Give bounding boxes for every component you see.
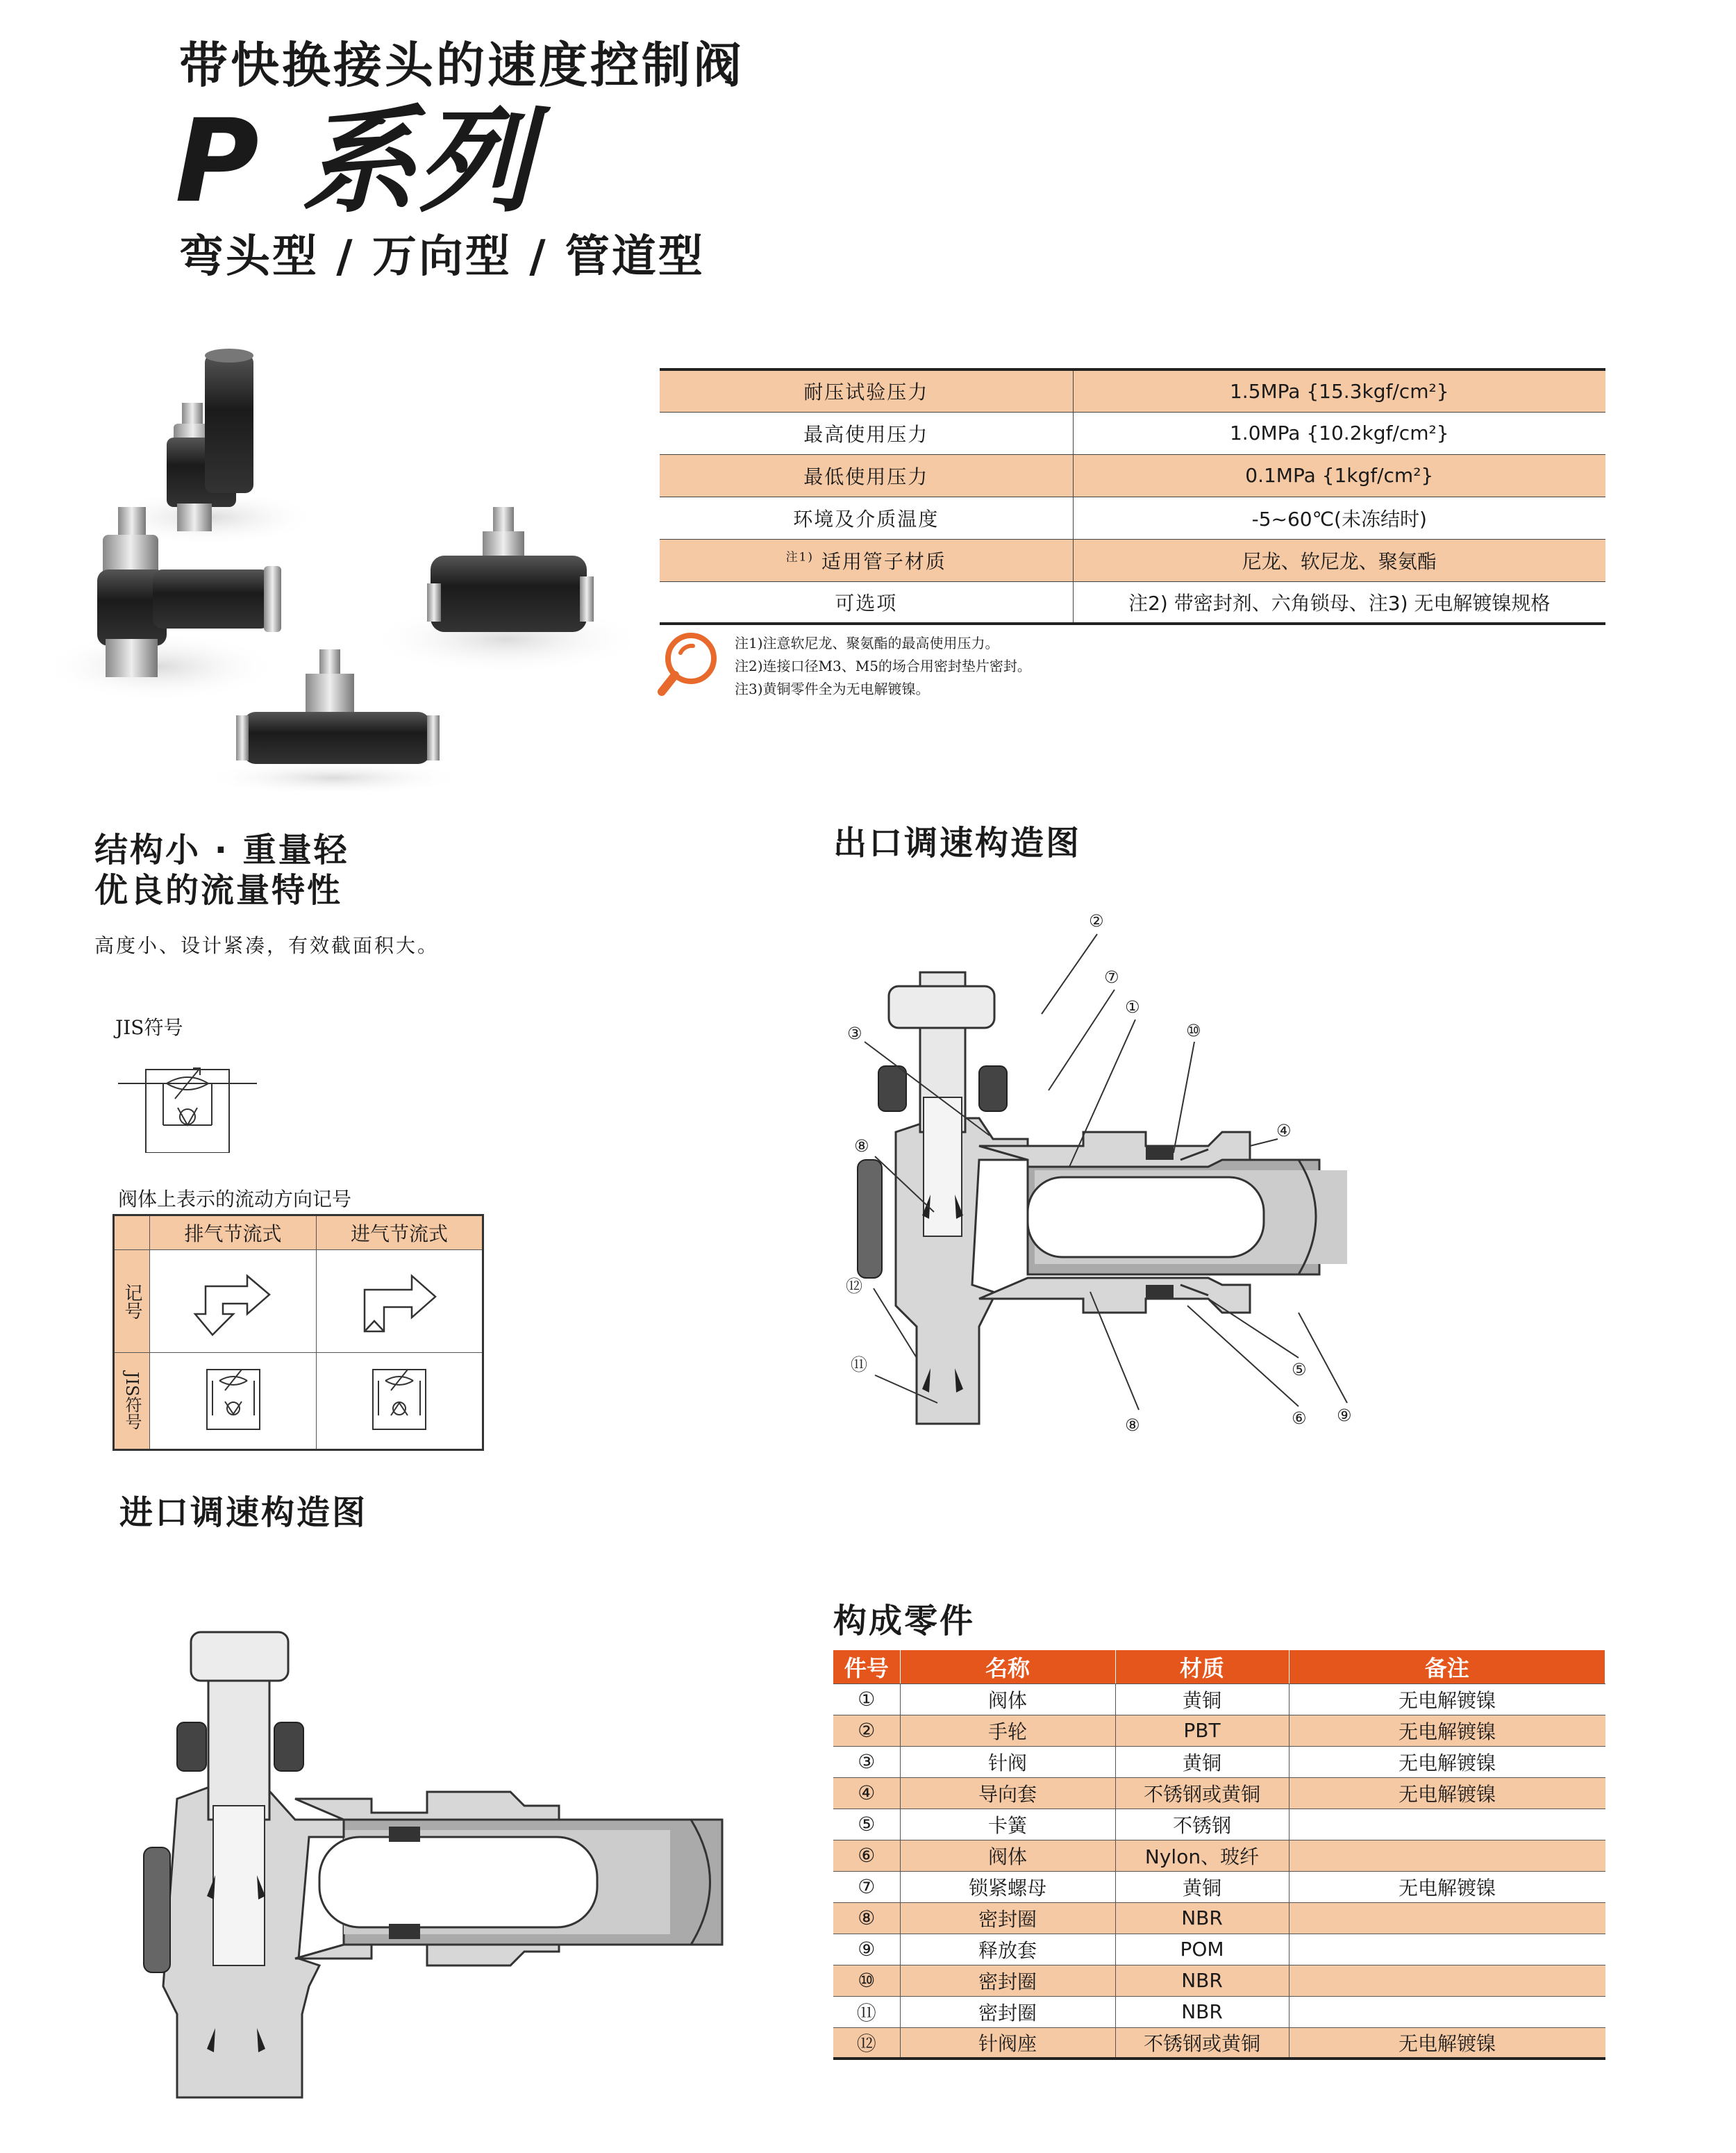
features-heading	[94, 831, 349, 911]
inlet-diagram-title: 进口调速构造图	[119, 1493, 368, 1532]
cell: ⑩	[833, 1965, 900, 1996]
features-description: 高度小、设计紧凑，有效截面积大。	[94, 934, 440, 957]
parts-col-name: 名称	[900, 1650, 1115, 1684]
spec-row	[660, 539, 1605, 581]
callout-5: ⑤	[1292, 1360, 1307, 1379]
note-2: 注2)连接口径M3、M5的场合用密封垫片密封。	[735, 658, 1031, 674]
parts-col-remark: 备注	[1289, 1650, 1605, 1684]
table-row	[833, 1902, 1605, 1934]
table-row	[833, 1840, 1605, 1871]
cell	[1289, 1965, 1605, 1996]
spec-label: 适用管子材质	[821, 549, 946, 573]
flow-row-jis-label: JIS符号	[122, 1372, 142, 1430]
cell: 不锈钢或黄铜	[1115, 1777, 1289, 1809]
spec-label: 最低使用压力	[660, 454, 1073, 497]
cell: 无电解镀镍	[1289, 1777, 1605, 1809]
magnifier-icon	[656, 631, 719, 700]
cell: ⑤	[833, 1809, 900, 1840]
flow-row-jis	[114, 1353, 150, 1450]
spec-value: 1.5MPa {15.3kgf/cm²}	[1073, 369, 1605, 412]
spec-label: 耐压试验压力	[660, 369, 1073, 412]
cell: 卡簧	[900, 1809, 1115, 1840]
table-row	[833, 1777, 1605, 1809]
callout-6: ⑥	[1292, 1408, 1307, 1428]
cell: ⑫	[833, 2027, 900, 2059]
flow-jis-exhaust	[150, 1353, 317, 1450]
product-photos	[28, 333, 653, 792]
cell: 无电解镀镍	[1289, 2027, 1605, 2059]
flow-corner	[114, 1215, 150, 1250]
table-row	[833, 1684, 1605, 1715]
arrow-down-right-icon	[192, 1258, 275, 1342]
throttle-valve-symbol	[358, 1361, 441, 1438]
spec-value: 尼龙、软尼龙、聚氨酯	[1073, 539, 1605, 581]
cell	[1289, 1934, 1605, 1965]
series-title: P 系列	[175, 94, 534, 228]
flow-row-mark: 记号	[114, 1250, 150, 1353]
table-row	[833, 1996, 1605, 2027]
flow-caption: 阀体上表示的流动方向记号	[118, 1188, 352, 1211]
cell: ⑨	[833, 1934, 900, 1965]
callout-3: ③	[847, 1024, 862, 1043]
spec-row	[660, 369, 1605, 412]
features-heading-line2: 优良的流量特性	[94, 870, 343, 910]
table-row	[833, 1746, 1605, 1777]
features-heading-line1: 结构小 · 重量轻	[94, 831, 349, 870]
flow-mark-intake	[317, 1250, 483, 1353]
parts-col-no: 件号	[833, 1650, 900, 1684]
throttle-valve-symbol	[192, 1361, 275, 1438]
cell: ⑥	[833, 1840, 900, 1871]
cell: 释放套	[900, 1934, 1115, 1965]
spec-value: 0.1MPa {1kgf/cm²}	[1073, 454, 1605, 497]
cell: ④	[833, 1777, 900, 1809]
flow-direction-table	[112, 1214, 484, 1451]
cell: 导向套	[900, 1777, 1115, 1809]
throttle-valve-symbol	[118, 1056, 257, 1153]
parts-header	[833, 1650, 1605, 1684]
flow-mark-exhaust	[150, 1250, 317, 1353]
cell: 无电解镀镍	[1289, 1871, 1605, 1902]
callout-8b: ⑧	[1125, 1415, 1140, 1435]
table-row	[833, 1715, 1605, 1746]
outlet-diagram-title: 出口调速构造图	[833, 824, 1082, 863]
spec-label: 可选项	[660, 581, 1073, 624]
flow-jis-intake	[317, 1353, 483, 1450]
cell: 黄铜	[1115, 1871, 1289, 1902]
table-row	[833, 1809, 1605, 1840]
arrow-up-right-icon	[358, 1258, 441, 1342]
callout-7: ⑦	[1104, 967, 1119, 987]
cell: 不锈钢或黄铜	[1115, 2027, 1289, 2059]
cell: ①	[833, 1684, 900, 1715]
cell	[1289, 1902, 1605, 1934]
outlet-diagram	[819, 896, 1514, 1452]
callout-10: ⑩	[1186, 1021, 1201, 1040]
spec-row	[660, 497, 1605, 539]
cell: NBR	[1115, 1996, 1289, 2027]
cell: 密封圈	[900, 1965, 1115, 1996]
cell: 锁紧螺母	[900, 1871, 1115, 1902]
parts-title: 构成零件	[833, 1602, 976, 1640]
cell	[1289, 1809, 1605, 1840]
spec-label: 最高使用压力	[660, 412, 1073, 454]
cell: 无电解镀镍	[1289, 1715, 1605, 1746]
inlet-diagram	[135, 1597, 760, 2111]
table-row	[833, 2027, 1605, 2059]
spec-row	[660, 412, 1605, 454]
cell: NBR	[1115, 1902, 1289, 1934]
spec-table	[660, 368, 1605, 625]
callout-8a: ⑧	[854, 1136, 869, 1156]
callout-11: ⑪	[851, 1355, 867, 1374]
table-row	[833, 1934, 1605, 1965]
cell: 无电解镀镍	[1289, 1684, 1605, 1715]
spec-value: 注2) 带密封剂、六角锁母、注3) 无电解镀镍规格	[1073, 581, 1605, 624]
cell: POM	[1115, 1934, 1289, 1965]
cell: 手轮	[900, 1715, 1115, 1746]
callout-4: ④	[1276, 1121, 1292, 1140]
callout-2: ②	[1089, 911, 1104, 931]
spec-value: 1.0MPa {10.2kgf/cm²}	[1073, 412, 1605, 454]
cell: Nylon、玻纤	[1115, 1840, 1289, 1871]
spec-note-mark: 注1)	[785, 550, 815, 565]
cell: 密封圈	[900, 1902, 1115, 1934]
cell: ②	[833, 1715, 900, 1746]
spec-value: -5~60℃(未冻结时)	[1073, 497, 1605, 539]
callout-12: ⑫	[846, 1277, 862, 1296]
cell: 黄铜	[1115, 1684, 1289, 1715]
cell: 针阀座	[900, 2027, 1115, 2059]
parts-table	[833, 1650, 1605, 2060]
table-row	[833, 1965, 1605, 1996]
spec-row	[660, 454, 1605, 497]
flow-col-intake: 进气节流式	[317, 1215, 483, 1250]
cell: 阀体	[900, 1684, 1115, 1715]
callout-9: ⑨	[1337, 1406, 1352, 1425]
cell: 黄铜	[1115, 1746, 1289, 1777]
callout-1: ①	[1125, 997, 1140, 1017]
spec-row	[660, 581, 1605, 624]
cell: ⑪	[833, 1996, 900, 2027]
spec-label-cell	[660, 539, 1073, 581]
page-subtitle: 弯头型 / 万向型 / 管道型	[179, 231, 705, 283]
spec-label: 环境及介质温度	[660, 497, 1073, 539]
note-3: 注3)黄铜零件全为无电解镀镍。	[735, 681, 930, 697]
cell: ⑦	[833, 1871, 900, 1902]
spec-notes	[735, 632, 1031, 701]
cell: 针阀	[900, 1746, 1115, 1777]
cell: 不锈钢	[1115, 1809, 1289, 1840]
parts-col-material: 材质	[1115, 1650, 1289, 1684]
flow-col-exhaust: 排气节流式	[150, 1215, 317, 1250]
cell: PBT	[1115, 1715, 1289, 1746]
cell: 无电解镀镍	[1289, 1746, 1605, 1777]
note-1: 注1)注意软尼龙、聚氨酯的最高使用压力。	[735, 635, 999, 651]
cell	[1289, 1840, 1605, 1871]
page-title: 带快换接头的速度控制阀	[179, 37, 744, 94]
cell: ③	[833, 1746, 900, 1777]
cell: ⑧	[833, 1902, 900, 1934]
cell: NBR	[1115, 1965, 1289, 1996]
cell: 阀体	[900, 1840, 1115, 1871]
table-row	[833, 1871, 1605, 1902]
jis-label: JIS符号	[115, 1016, 183, 1039]
cell: 密封圈	[900, 1996, 1115, 2027]
cell	[1289, 1996, 1605, 2027]
